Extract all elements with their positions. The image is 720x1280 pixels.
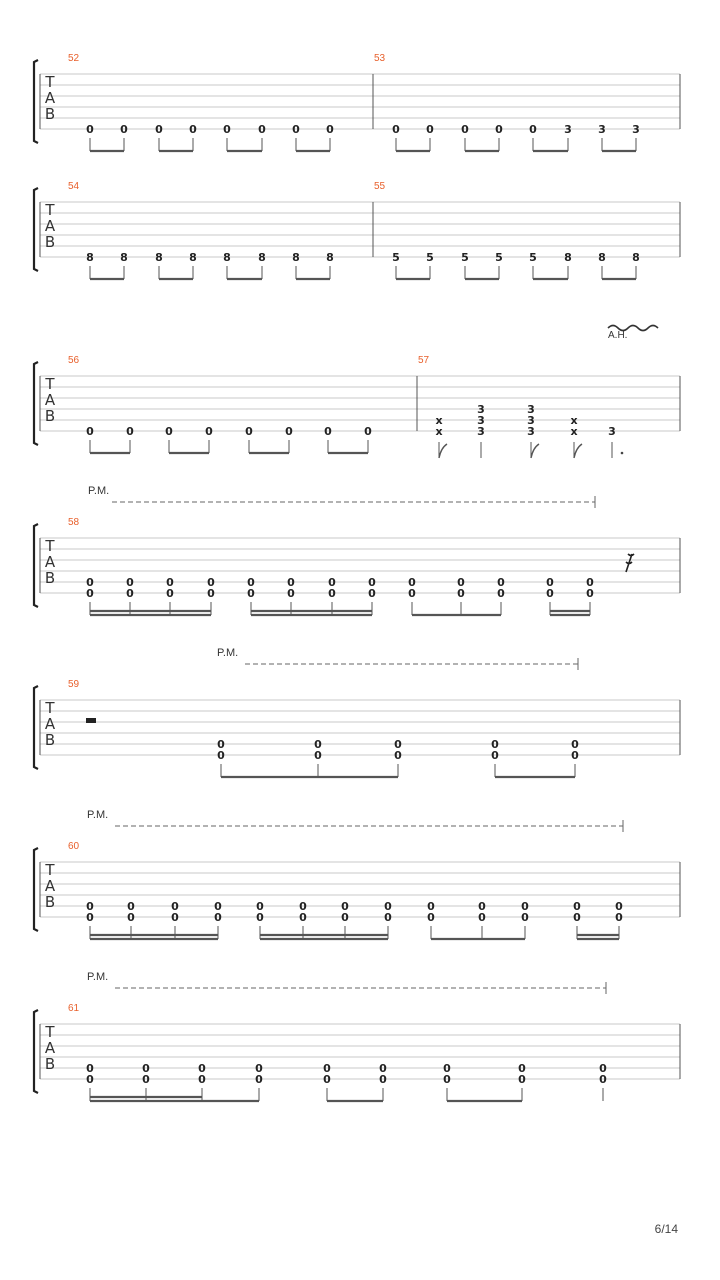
fret-number: 0 [299,911,307,924]
fret-number: 0 [392,123,400,136]
fret-number: 0 [165,425,173,438]
fret-number: 0 [86,425,94,438]
fret-number: 0 [214,911,222,924]
fret-number: 0 [142,1073,150,1086]
tab-clef-letter: T [45,699,55,717]
fret-number: 0 [166,587,174,600]
tab-system [34,181,680,279]
fret-number: 3 [564,123,572,136]
fret-number: 0 [127,900,135,913]
fret-number: 0 [384,911,392,924]
fret-number: 0 [599,1062,607,1075]
fret-number: 0 [478,900,486,913]
fret-number: 3 [632,123,640,136]
fret-number: 3 [527,403,535,416]
measure-number: 54 [68,181,80,192]
fret-number: 0 [258,123,266,136]
fret-number: 0 [341,900,349,913]
fret-number: 0 [497,587,505,600]
fret-number: 5 [529,251,537,264]
measure-number: 60 [68,841,80,852]
tab-clef-letter: A [44,391,56,409]
fret-number: x [435,414,443,427]
fret-number: x [570,425,578,438]
fret-number: x [570,414,578,427]
fret-number: 0 [368,587,376,600]
fret-number: 3 [477,403,485,416]
fret-number: 0 [314,738,322,751]
fret-number: 8 [155,251,163,264]
fret-number: 0 [443,1062,451,1075]
fret-number: 0 [495,123,503,136]
fret-number: 5 [426,251,434,264]
tab-system [34,53,680,151]
system-bracket [34,362,38,445]
tab-clef-letter: T [45,537,55,555]
fret-number: 0 [126,587,134,600]
fret-number: 0 [521,900,529,913]
fret-number: 0 [457,587,465,600]
system-bracket [34,1010,38,1093]
fret-number: 8 [292,251,300,264]
fret-number: 0 [394,749,402,762]
fret-number: 0 [256,911,264,924]
fret-number: 3 [477,425,485,438]
fret-number: 0 [573,911,581,924]
half-rest [86,718,96,723]
fret-number: 0 [341,911,349,924]
fret-number: 0 [171,911,179,924]
measure-number: 61 [68,1003,80,1014]
tab-clef-letter: A [44,715,56,733]
fret-number: 0 [394,738,402,751]
fret-number: 0 [615,911,623,924]
fret-number: 0 [408,587,416,600]
fret-number: 0 [126,425,134,438]
fret-number: 5 [392,251,400,264]
fret-number: 3 [608,425,616,438]
dot [621,452,624,455]
fret-number: 5 [461,251,469,264]
fret-number: 0 [379,1073,387,1086]
system-bracket [34,686,38,769]
fret-number: 0 [491,749,499,762]
fret-number: 0 [586,576,594,589]
fret-number: 8 [632,251,640,264]
tab-system [34,971,680,1101]
system-bracket [34,60,38,143]
palm-mute-label: P.M. [87,971,109,983]
fret-number: 0 [256,900,264,913]
fret-number: 0 [126,576,134,589]
tab-clef-letter: A [44,1039,56,1057]
note-flag [574,444,582,458]
fret-number: 0 [287,576,295,589]
fret-number: 0 [127,911,135,924]
fret-number: 0 [323,1062,331,1075]
fret-number: 8 [258,251,266,264]
measure-number: 58 [68,517,80,528]
fret-number: 8 [223,251,231,264]
fret-number: 0 [217,738,225,751]
fret-number: 0 [198,1062,206,1075]
fret-number: 0 [573,900,581,913]
fret-number: 8 [189,251,197,264]
fret-number: 0 [427,911,435,924]
tab-clef-letter: A [44,217,56,235]
fret-number: 0 [247,587,255,600]
fret-number: 0 [205,425,213,438]
tab-clef-letter: B [44,569,56,587]
fret-number: 0 [571,738,579,751]
fret-number: 0 [461,123,469,136]
tab-system [34,326,680,459]
palm-mute-label: P.M. [87,809,109,821]
tab-clef-letter: T [45,375,55,393]
fret-number: x [435,425,443,438]
fret-number: 0 [198,1073,206,1086]
fret-number: 0 [255,1073,263,1086]
fret-number: 0 [292,123,300,136]
tab-system [34,485,680,615]
tab-clef-letter: B [44,407,56,425]
fret-number: 5 [495,251,503,264]
fret-number: 0 [364,425,372,438]
fret-number: 0 [245,425,253,438]
note-flag [439,444,447,458]
fret-number: 0 [207,587,215,600]
artificial-harmonic-label: A.H. [608,330,628,341]
tab-clef-letter: T [45,201,55,219]
tab-system [34,809,680,939]
tab-clef-letter: B [44,893,56,911]
fret-number: 8 [564,251,572,264]
tab-clef-letter: A [44,89,56,107]
fret-number: 3 [477,414,485,427]
fret-number: 0 [408,576,416,589]
fret-number: 0 [328,587,336,600]
fret-number: 0 [86,587,94,600]
measure-number: 56 [68,355,80,366]
fret-number: 0 [285,425,293,438]
fret-number: 8 [598,251,606,264]
fret-number: 0 [497,576,505,589]
fret-number: 0 [217,749,225,762]
fret-number: 0 [255,1062,263,1075]
fret-number: 0 [324,425,332,438]
fret-number: 0 [189,123,197,136]
fret-number: 0 [207,576,215,589]
fret-number: 0 [546,576,554,589]
fret-number: 0 [457,576,465,589]
note-flag [531,444,539,458]
fret-number: 0 [314,749,322,762]
fret-number: 0 [287,587,295,600]
fret-number: 0 [86,911,94,924]
fret-number: 0 [86,1062,94,1075]
fret-number: 3 [527,425,535,438]
palm-mute-label: P.M. [88,485,110,497]
fret-number: 0 [86,900,94,913]
page-number: 6/14 [654,1222,678,1236]
fret-number: 0 [427,900,435,913]
measure-number: 53 [374,53,386,64]
fret-number: 0 [586,587,594,600]
fret-number: 0 [326,123,334,136]
fret-number: 3 [598,123,606,136]
fret-number: 0 [214,900,222,913]
fret-number: 0 [328,576,336,589]
fret-number: 0 [379,1062,387,1075]
fret-number: 0 [368,576,376,589]
tab-clef-letter: A [44,553,56,571]
system-bracket [34,188,38,271]
tab-clef-letter: T [45,73,55,91]
system-bracket [34,524,38,607]
palm-mute-label: P.M. [217,647,239,659]
fret-number: 0 [142,1062,150,1075]
fret-number: 0 [521,911,529,924]
tab-clef-letter: B [44,1055,56,1073]
fret-number: 8 [326,251,334,264]
fret-number: 8 [120,251,128,264]
fret-number: 0 [323,1073,331,1086]
fret-number: 0 [518,1073,526,1086]
tab-clef-letter: T [45,861,55,879]
fret-number: 0 [155,123,163,136]
fret-number: 0 [86,1073,94,1086]
fret-number: 0 [491,738,499,751]
fret-number: 0 [223,123,231,136]
fret-number: 0 [571,749,579,762]
fret-number: 0 [171,900,179,913]
fret-number: 0 [247,576,255,589]
fret-number: 0 [86,576,94,589]
tab-clef-letter: A [44,877,56,895]
fret-number: 0 [86,123,94,136]
fret-number: 0 [166,576,174,589]
fret-number: 8 [86,251,94,264]
fret-number: 0 [529,123,537,136]
tab-clef-letter: B [44,233,56,251]
fret-number: 0 [615,900,623,913]
fret-number: 0 [518,1062,526,1075]
fret-number: 0 [546,587,554,600]
system-bracket [34,848,38,931]
tab-clef-letter: B [44,105,56,123]
fret-number: 3 [527,414,535,427]
fret-number: 0 [426,123,434,136]
fret-number: 0 [384,900,392,913]
fret-number: 0 [478,911,486,924]
sixteenth-rest [626,554,634,572]
measure-number: 57 [418,355,430,366]
fret-number: 0 [599,1073,607,1086]
fret-number: 0 [299,900,307,913]
fret-number: 0 [120,123,128,136]
tab-system [34,647,680,777]
measure-number: 55 [374,181,386,192]
tab-clef-letter: B [44,731,56,749]
measure-number: 52 [68,53,80,64]
fret-number: 0 [443,1073,451,1086]
tab-clef-letter: T [45,1023,55,1041]
measure-number: 59 [68,679,80,690]
